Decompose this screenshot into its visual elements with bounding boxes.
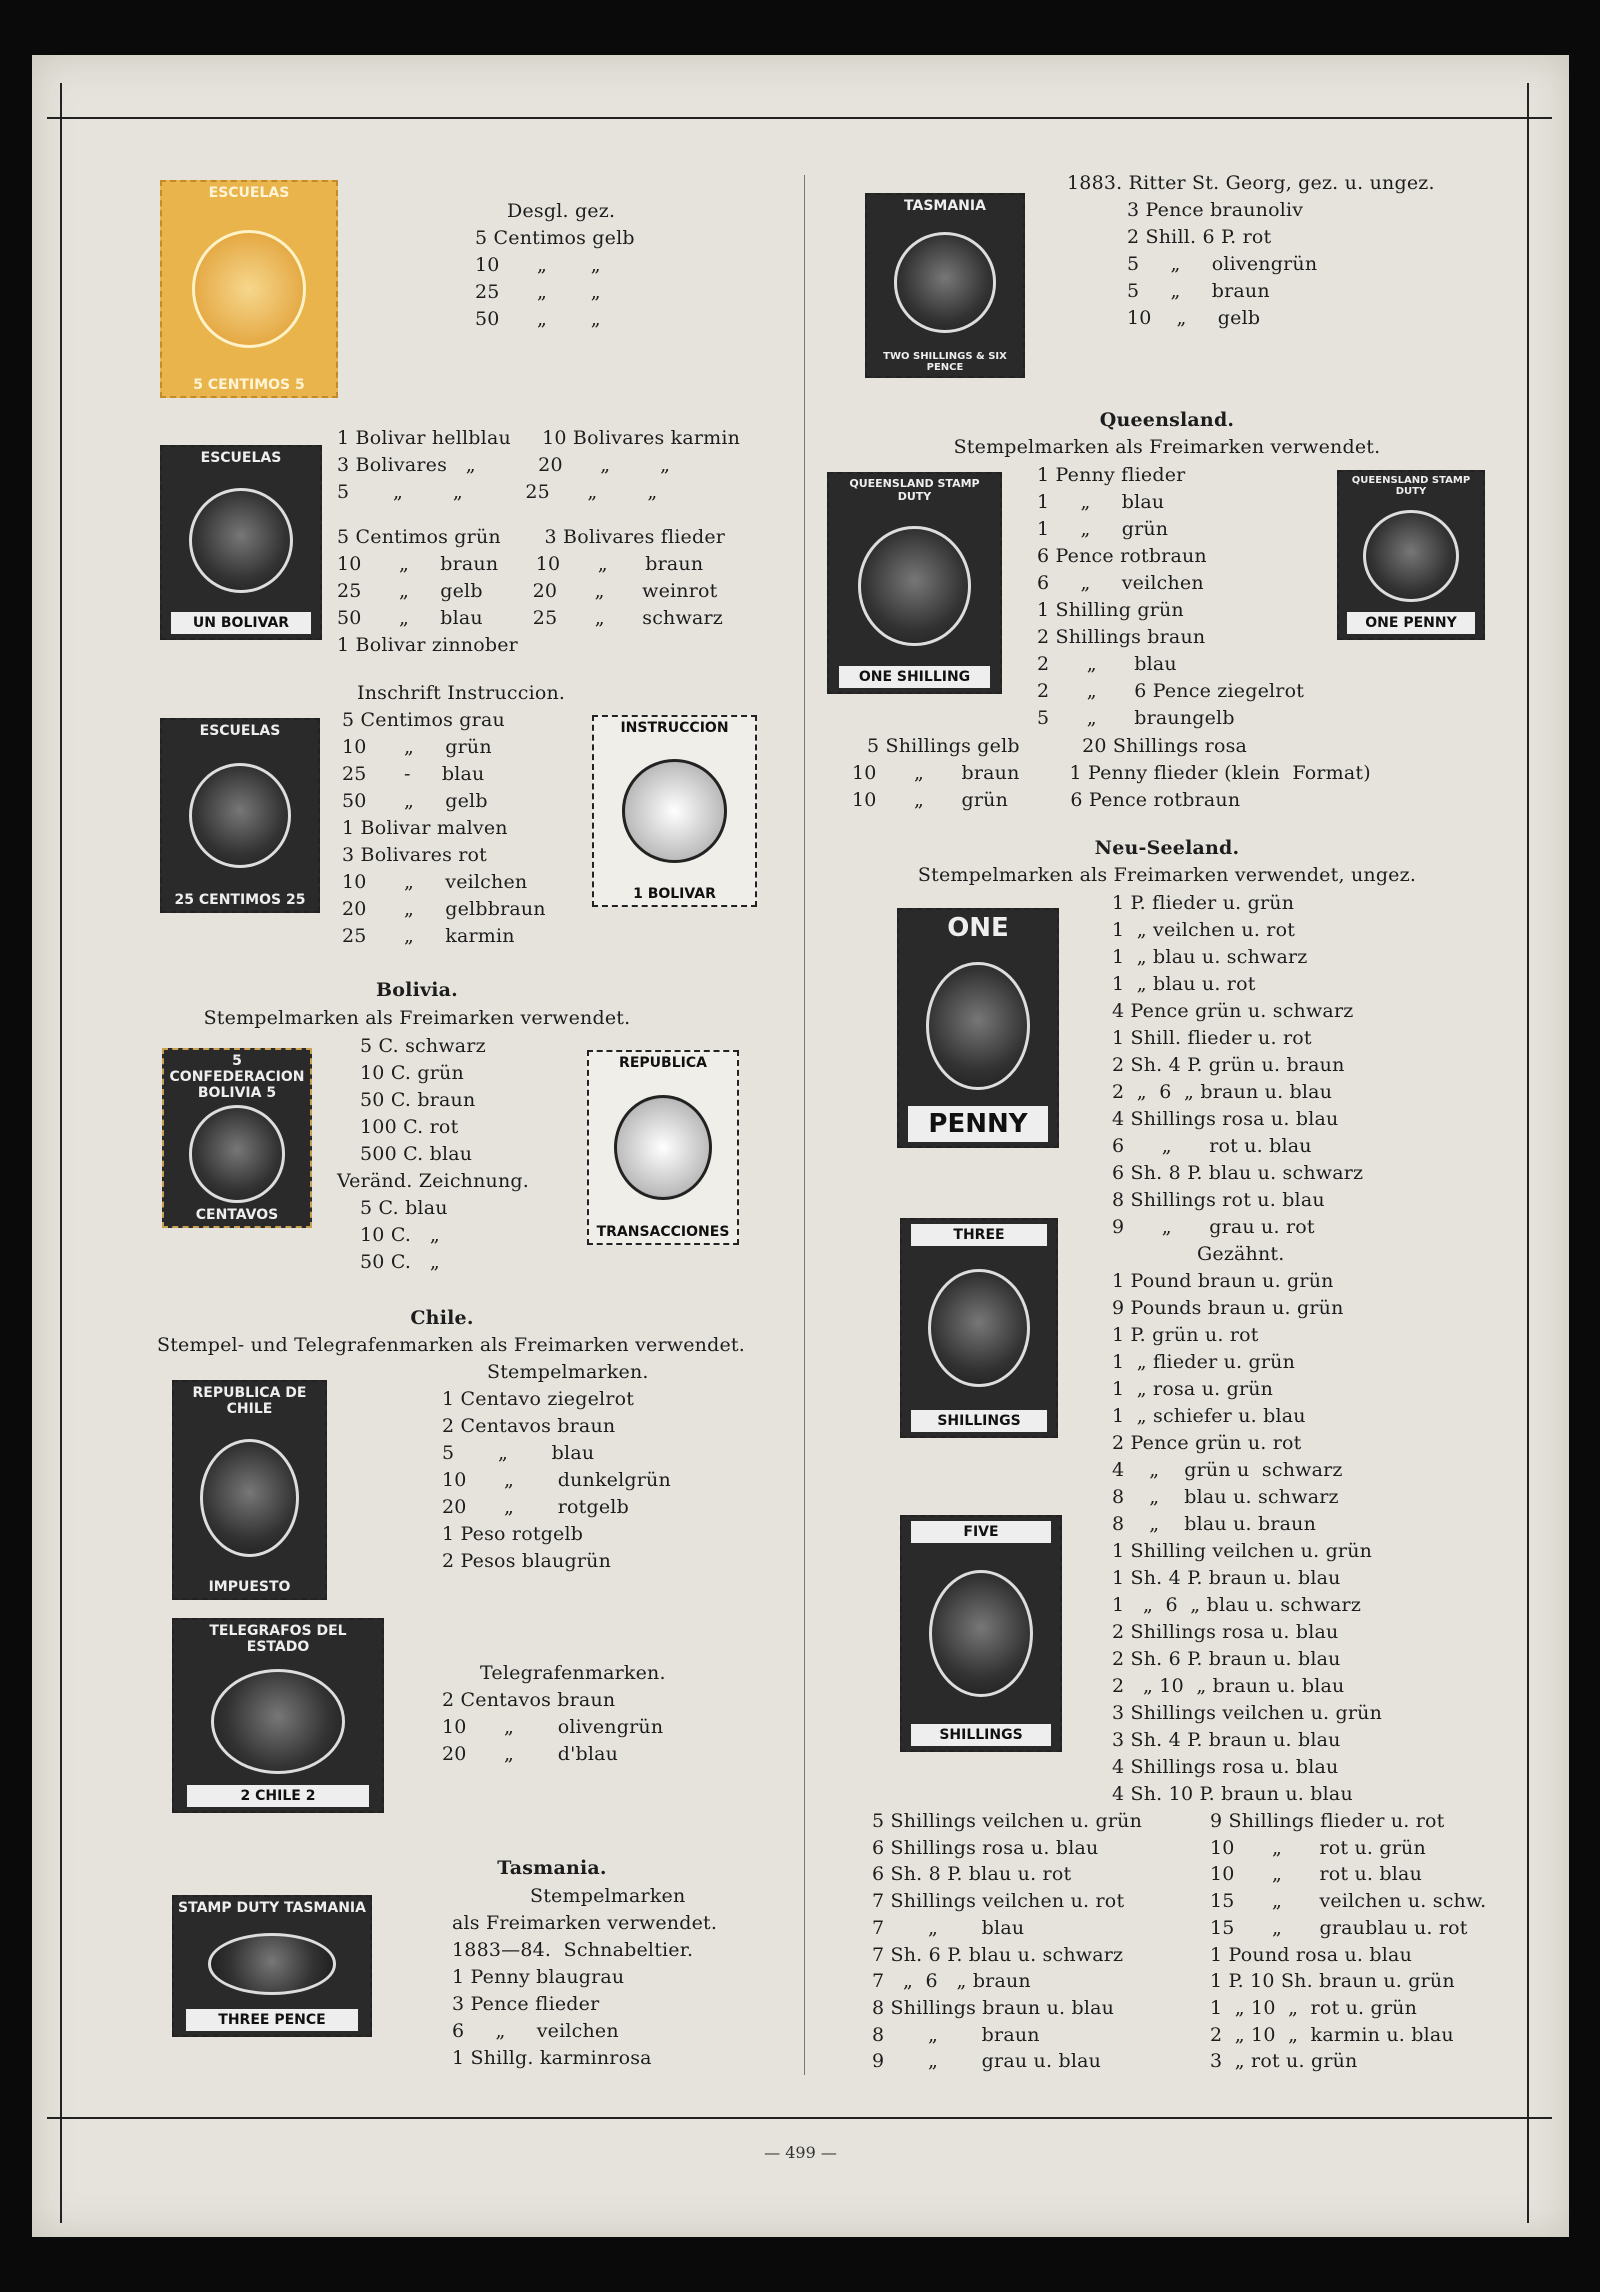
stamp-top-text: INSTRUCCION bbox=[620, 720, 729, 736]
catalog-heading: 1 Bolivar malven bbox=[342, 817, 508, 839]
stamp-bottom-text: ONE SHILLING bbox=[839, 666, 990, 688]
catalog-heading: 5 „ braun bbox=[1127, 280, 1270, 302]
stamp-tasmania-beaver bbox=[172, 1895, 372, 2037]
portrait-icon bbox=[622, 759, 728, 863]
catalog-heading: 1 „ blau u. rot bbox=[1112, 973, 1256, 995]
stamp-top-text: ESCUELAS bbox=[200, 450, 282, 466]
catalog-heading: 1 Bolivar zinnober bbox=[337, 634, 518, 656]
catalog-heading: 10 C. „ bbox=[360, 1224, 440, 1246]
catalog-heading: 9 „ grau u. blau bbox=[872, 2050, 1102, 2073]
catalog-heading: 7 Sh. 6 P. blau u. schwarz bbox=[872, 1943, 1124, 1966]
stamp-top-text: 5 CONFEDERACION BOLIVIA 5 bbox=[169, 1053, 305, 1101]
catalog-heading: 9 Shillings flieder u. rot bbox=[1210, 1810, 1445, 1832]
catalog-heading: 8 „ blau u. schwarz bbox=[1112, 1486, 1339, 1508]
catalog-heading: 5 Shillings gelb 20 Shillings rosa bbox=[867, 735, 1248, 757]
catalog-heading: 6 „ veilchen bbox=[452, 2020, 619, 2042]
catalog-heading: 1 P. 10 Sh. braun u. grün bbox=[1210, 1970, 1455, 1993]
catalog-heading: 3 „ rot u. grün bbox=[1210, 2050, 1358, 2073]
catalog-heading: 4 Pence grün u. schwarz bbox=[1112, 1000, 1354, 1022]
stamp-bottom-text: 2 CHILE 2 bbox=[187, 1785, 370, 1807]
bottom-rule bbox=[47, 2117, 1552, 2119]
catalog-heading: 1 Pound braun u. grün bbox=[1112, 1270, 1334, 1292]
section-subtitle: Desgl. gez. bbox=[507, 200, 616, 222]
portrait-icon bbox=[192, 230, 306, 347]
catalog-heading: 3 Bolivares „ 20 „ „ bbox=[337, 454, 671, 476]
queen-portrait-icon bbox=[928, 1269, 1029, 1387]
section-title: Queensland. bbox=[1099, 409, 1235, 431]
catalog-heading: Veränd. Zeichnung. bbox=[337, 1170, 530, 1192]
catalog-heading: 6 Pence rotbraun bbox=[1037, 545, 1207, 567]
stamp-top-text: QUEENSLAND STAMP DUTY bbox=[849, 477, 980, 503]
stamp-top-text: REPUBLICA bbox=[619, 1055, 707, 1071]
catalog-heading: 1 Shilling grün bbox=[1037, 599, 1184, 621]
stamp-bottom-text: 5 CENTIMOS 5 bbox=[193, 376, 305, 393]
stamp-top-text: QUEENSLAND STAMP DUTY bbox=[1351, 475, 1471, 497]
catalog-heading: 5 Centimos grün 3 Bolivares flieder bbox=[337, 526, 726, 548]
catalog-heading: 25 - blau bbox=[342, 763, 485, 785]
catalog-heading: 5 „ braungelb bbox=[1037, 707, 1235, 729]
stamp-bottom-text: TWO SHILLINGS & SIX PENCE bbox=[883, 350, 1007, 373]
stamp-top-text: STAMP DUTY TASMANIA bbox=[178, 1900, 366, 1916]
catalog-heading: 15 „ veilchen u. schw. bbox=[1210, 1890, 1487, 1913]
stamp-bottom-text: CENTAVOS bbox=[195, 1206, 279, 1223]
catalog-heading: 20 „ d'blau bbox=[442, 1743, 619, 1765]
catalog-heading: 50 C. „ bbox=[360, 1251, 440, 1273]
catalog-heading: 10 „ veilchen bbox=[342, 871, 528, 893]
catalog-heading: 7 Shillings veilchen u. rot bbox=[872, 1890, 1125, 1913]
catalog-heading: 10 „ dunkelgrün bbox=[442, 1469, 671, 1491]
catalog-heading: 1 „ blau bbox=[1037, 491, 1165, 513]
catalog-heading: 15 „ graublau u. rot bbox=[1210, 1916, 1468, 1939]
catalog-heading: 1 „ grün bbox=[1037, 518, 1169, 540]
catalog-heading: 10 „ braun 10 „ braun bbox=[337, 553, 704, 575]
section-subtitle: Gezähnt. bbox=[1197, 1243, 1285, 1265]
stamp-top-text: ESCUELAS bbox=[199, 723, 281, 739]
left-rule bbox=[60, 83, 62, 2223]
center-rule bbox=[804, 175, 805, 2075]
catalog-heading: 2 Pence grün u. rot bbox=[1112, 1432, 1302, 1454]
catalog-heading: 2 Pesos blaugrün bbox=[442, 1550, 612, 1572]
catalog-heading: 4 Shillings rosa u. blau bbox=[1112, 1108, 1339, 1130]
stamp-bottom-text: IMPUESTO bbox=[208, 1579, 291, 1595]
stamp-bolivia-2 bbox=[587, 1050, 739, 1245]
catalog-heading: 7 „ blau bbox=[872, 1916, 1025, 1939]
catalog-heading: 100 C. rot bbox=[360, 1116, 459, 1138]
catalog-heading: 1 Shilling veilchen u. grün bbox=[1112, 1540, 1373, 1562]
stamp-bottom-text: THREE PENCE bbox=[186, 2009, 359, 2031]
catalog-heading: 1 Penny flieder bbox=[1037, 464, 1186, 486]
catalog-heading: 1 P. grün u. rot bbox=[1112, 1324, 1259, 1346]
catalog-heading: 8 Shillings rot u. blau bbox=[1112, 1189, 1325, 1211]
stamp-queensland-shilling bbox=[827, 472, 1002, 694]
stamp-queensland-penny bbox=[1337, 470, 1485, 640]
catalog-heading: 5 C. schwarz bbox=[360, 1035, 486, 1057]
catalog-heading: 2 „ 6 Pence ziegelrot bbox=[1037, 680, 1305, 702]
catalog-heading: 1 Centavo ziegelrot bbox=[442, 1388, 635, 1410]
catalog-heading: 2 „ blau bbox=[1037, 653, 1177, 675]
catalog-heading: 1 „ schiefer u. blau bbox=[1112, 1405, 1306, 1427]
catalog-heading: 3 Pence braunoliv bbox=[1127, 199, 1304, 221]
catalog-heading: 1 „ 10 „ rot u. grün bbox=[1210, 1996, 1418, 2019]
section-title: Chile. bbox=[410, 1307, 474, 1329]
stamp-bottom-text: UN BOLIVAR bbox=[171, 612, 311, 634]
catalog-heading: 8 „ braun bbox=[872, 2023, 1040, 2046]
st-george-icon bbox=[894, 232, 997, 332]
catalog-heading: 5 „ blau bbox=[442, 1442, 595, 1464]
catalog-heading: 6 Shillings rosa u. blau bbox=[872, 1836, 1099, 1859]
catalog-heading: 1 „ rosa u. grün bbox=[1112, 1378, 1274, 1400]
catalog-heading: 7 „ 6 „ braun bbox=[872, 1970, 1031, 1993]
catalog-heading: 1 Shill. flieder u. rot bbox=[1112, 1027, 1312, 1049]
catalog-heading: 5 „ olivengrün bbox=[1127, 253, 1318, 275]
section-title: Tasmania. bbox=[497, 1857, 607, 1879]
catalog-heading: 10 „ gelb bbox=[1127, 307, 1261, 329]
catalog-heading: 1883—84. Schnabeltier. bbox=[452, 1939, 694, 1961]
queen-portrait-icon bbox=[858, 526, 970, 645]
catalog-heading: 3 Bolivares rot bbox=[342, 844, 488, 866]
catalog-heading: Stempelmarken. bbox=[487, 1361, 649, 1383]
catalog-heading: 1 „ 6 „ blau u. schwarz bbox=[1112, 1594, 1362, 1616]
catalog-heading: 1 Peso rotgelb bbox=[442, 1523, 584, 1545]
stamp-top-text: TELEGRAFOS DEL ESTADO bbox=[209, 1623, 347, 1655]
catalog-heading: 1 Penny blaugrau bbox=[452, 1966, 625, 1988]
coat-of-arms-icon bbox=[211, 1669, 346, 1774]
stamp-nz-five bbox=[900, 1515, 1062, 1752]
catalog-heading: 5 Centimos grau bbox=[342, 709, 505, 731]
stamp-venezuela-25 bbox=[160, 718, 320, 913]
stamp-bottom-text: SHILLINGS bbox=[911, 1410, 1047, 1432]
catalog-heading: 6 Sh. 8 P. blau u. schwarz bbox=[1112, 1162, 1364, 1184]
catalog-heading: 4 Sh. 10 P. braun u. blau bbox=[1112, 1783, 1353, 1805]
catalog-heading: 10 „ braun 1 Penny flieder (klein Format) bbox=[852, 762, 1371, 784]
stamp-bottom-text: 25 CENTIMOS 25 bbox=[174, 892, 306, 908]
catalog-heading: Stempelmarken bbox=[530, 1885, 686, 1907]
section-subtitle: Stempelmarken als Freimarken verwendet. bbox=[203, 1007, 631, 1029]
top-rule bbox=[47, 117, 1552, 119]
shield-icon bbox=[200, 1439, 300, 1557]
stamp-bottom-text: PENNY bbox=[908, 1106, 1048, 1142]
catalog-heading: 2 Shill. 6 P. rot bbox=[1127, 226, 1272, 248]
catalog-heading: 1 Shillg. karminrosa bbox=[452, 2047, 652, 2069]
stamp-nz-penny bbox=[897, 908, 1059, 1148]
catalog-heading: 1 Pound rosa u. blau bbox=[1210, 1943, 1413, 1966]
catalog-heading: 10 „ rot u. grün bbox=[1210, 1836, 1426, 1859]
catalog-heading: 2 „ 10 „ braun u. blau bbox=[1112, 1675, 1345, 1697]
section-subtitle: Stempelmarken als Freimarken verwendet, ungez. bbox=[917, 864, 1417, 886]
platypus-icon bbox=[208, 1933, 336, 1994]
catalog-heading: 6 „ veilchen bbox=[1037, 572, 1204, 594]
catalog-heading: 25 „ karmin bbox=[342, 925, 515, 947]
section-title: Bolivia. bbox=[376, 979, 458, 1001]
catalog-heading: 1 „ flieder u. grün bbox=[1112, 1351, 1296, 1373]
catalog-heading: 2 „ 10 „ karmin u. blau bbox=[1210, 2023, 1454, 2046]
catalog-heading: 500 C. blau bbox=[360, 1143, 473, 1165]
catalog-heading: 10 „ „ bbox=[475, 254, 601, 276]
catalog-heading: 10 C. grün bbox=[360, 1062, 464, 1084]
section-subtitle: Stempelmarken als Freimarken verwendet. bbox=[953, 436, 1381, 458]
catalog-heading: Inschrift Instruccion. bbox=[357, 682, 566, 704]
catalog-heading: 3 Sh. 4 P. braun u. blau bbox=[1112, 1729, 1341, 1751]
catalog-heading: 1 Bolivar hellblau 10 Bolivares karmin bbox=[337, 427, 741, 449]
stamp-bolivia-1 bbox=[162, 1048, 312, 1228]
stamp-top-text: REPUBLICA DE CHILE bbox=[192, 1385, 307, 1417]
portrait-icon bbox=[189, 763, 292, 868]
stamp-venezuela-bolivar bbox=[160, 445, 322, 640]
catalog-heading: 2 Centavos braun bbox=[442, 1689, 616, 1711]
catalog-heading: 3 Shillings veilchen u. grün bbox=[1112, 1702, 1383, 1724]
catalog-heading: 10 „ rot u. blau bbox=[1210, 1863, 1423, 1886]
stamp-nz-three bbox=[900, 1218, 1058, 1438]
catalog-heading: 2 Sh. 6 P. braun u. blau bbox=[1112, 1648, 1341, 1670]
catalog-heading: 4 „ grün u schwarz bbox=[1112, 1459, 1343, 1481]
queen-portrait-icon bbox=[1363, 510, 1458, 602]
catalog-heading: 4 Shillings rosa u. blau bbox=[1112, 1756, 1339, 1778]
stamp-top-text: ONE bbox=[947, 913, 1009, 943]
catalog-heading: 5 Centimos gelb bbox=[475, 227, 635, 249]
stamp-top-text: FIVE bbox=[911, 1521, 1051, 1543]
stamp-bottom-text: 1 BOLIVAR bbox=[633, 886, 716, 902]
section-subtitle: Stempel- und Telegrafenmarken als Freimarken verwendet. bbox=[157, 1334, 745, 1356]
catalog-heading: 1883. Ritter St. Georg, gez. u. ungez. bbox=[1067, 172, 1435, 194]
stamp-bottom-text: ONE PENNY bbox=[1347, 612, 1475, 634]
catalog-heading: 9 „ grau u. rot bbox=[1112, 1216, 1315, 1238]
right-rule bbox=[1527, 83, 1529, 2223]
catalog-heading: 10 „ grün bbox=[342, 736, 492, 758]
catalog-heading: 50 „ „ bbox=[475, 308, 601, 330]
catalog-heading: 25 „ gelb 20 „ weinrot bbox=[337, 580, 718, 602]
catalog-heading: 9 Pounds braun u. grün bbox=[1112, 1297, 1344, 1319]
section-title: Neu-Seeland. bbox=[1094, 837, 1240, 859]
album-page bbox=[32, 55, 1569, 2237]
catalog-heading: als Freimarken verwendet. bbox=[452, 1912, 718, 1934]
catalog-heading: 2 Shillings braun bbox=[1037, 626, 1206, 648]
catalog-heading: 1 „ blau u. schwarz bbox=[1112, 946, 1308, 968]
catalog-heading: 1 „ veilchen u. rot bbox=[1112, 919, 1296, 941]
stamp-top-text: ESCUELAS bbox=[208, 185, 290, 201]
catalog-heading: 1 Sh. 4 P. braun u. blau bbox=[1112, 1567, 1341, 1589]
catalog-heading: 2 Centavos braun bbox=[442, 1415, 616, 1437]
stamp-bottom-text: TRANSACCIONES bbox=[596, 1224, 730, 1240]
catalog-heading: 2 Sh. 4 P. grün u. braun bbox=[1112, 1054, 1345, 1076]
stamp-tasmania-george bbox=[865, 193, 1025, 378]
catalog-heading: 1 P. flieder u. grün bbox=[1112, 892, 1295, 914]
stamp-venezuela-yellow bbox=[160, 180, 338, 398]
catalog-heading: 2 Shillings rosa u. blau bbox=[1112, 1621, 1339, 1643]
catalog-heading: 2 „ 6 „ braun u. blau bbox=[1112, 1081, 1333, 1103]
queen-portrait-icon bbox=[926, 962, 1030, 1091]
catalog-heading: 20 „ gelbbraun bbox=[342, 898, 546, 920]
page-number: — 499 — bbox=[764, 2143, 837, 2162]
catalog-heading: 50 C. braun bbox=[360, 1089, 476, 1111]
catalog-heading: 3 Pence flieder bbox=[452, 1993, 600, 2015]
figure-icon bbox=[614, 1095, 712, 1200]
catalog-heading: 50 „ gelb bbox=[342, 790, 488, 812]
portrait-icon bbox=[189, 488, 293, 593]
catalog-heading: 10 „ olivengrün bbox=[442, 1716, 664, 1738]
stamp-bottom-text: SHILLINGS bbox=[911, 1724, 1051, 1746]
catalog-heading: 20 „ rotgelb bbox=[442, 1496, 629, 1518]
stamp-top-text: THREE bbox=[911, 1224, 1047, 1246]
catalog-heading: 5 C. blau bbox=[360, 1197, 448, 1219]
catalog-heading: 50 „ blau 25 „ schwarz bbox=[337, 607, 723, 629]
catalog-heading: Telegrafenmarken. bbox=[480, 1662, 666, 1684]
catalog-heading: 6 Sh. 8 P. blau u. rot bbox=[872, 1863, 1072, 1886]
catalog-heading: 8 Shillings braun u. blau bbox=[872, 1996, 1115, 2019]
figure-icon bbox=[189, 1105, 286, 1203]
stamp-venezuela-instruccion bbox=[592, 715, 757, 907]
stamp-chile-1 bbox=[172, 1380, 327, 1600]
catalog-heading: 25 „ „ bbox=[475, 281, 601, 303]
stamp-chile-telegrafos bbox=[172, 1618, 384, 1813]
catalog-heading: 10 „ grün 6 Pence rotbraun bbox=[852, 789, 1241, 811]
catalog-heading: 6 „ rot u. blau bbox=[1112, 1135, 1312, 1157]
catalog-heading: 5 Shillings veilchen u. grün bbox=[872, 1810, 1143, 1832]
queen-portrait-icon bbox=[929, 1570, 1033, 1697]
catalog-heading: 5 „ „ 25 „ „ bbox=[337, 481, 658, 503]
stamp-top-text: TASMANIA bbox=[904, 198, 986, 214]
catalog-heading: 8 „ blau u. braun bbox=[1112, 1513, 1317, 1535]
